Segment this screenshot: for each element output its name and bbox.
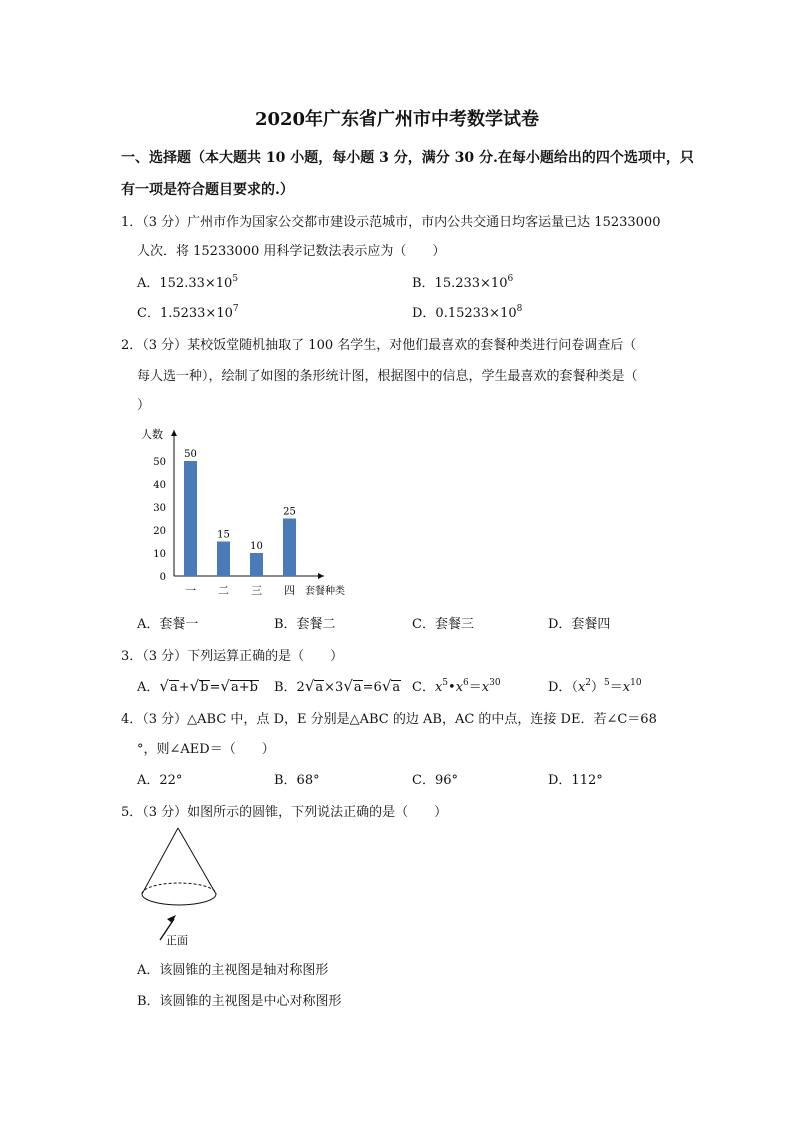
y-axis-arrow-icon (171, 430, 177, 436)
bar-data-label: 50 (184, 449, 197, 460)
x-axis-label: 套餐种类 (305, 586, 345, 597)
x-tick-label: 一 (185, 584, 196, 597)
cone-base-front (142, 894, 216, 905)
q4-option-d[interactable]: D．112° (548, 773, 603, 788)
q2-stem-line3: ） (137, 398, 151, 413)
q4-option-a[interactable]: A．22° (137, 773, 183, 788)
cone-figure (136, 822, 236, 950)
q5-stem: 5．（3 分）如图所示的圆锥，下列说法正确的是（ ） (121, 805, 448, 820)
cone-right-edge (178, 828, 216, 894)
section-heading-line2: 有一项是符合题目要求的.） (121, 182, 294, 198)
bar-data-label: 10 (250, 541, 263, 552)
x-tick-label: 二 (218, 584, 229, 597)
q3-option-a[interactable]: A．√a+√b=√a+b (137, 677, 258, 695)
x-tick-label: 三 (251, 584, 262, 597)
bar (283, 519, 296, 577)
sqrt-icon: √ (343, 677, 353, 695)
x-axis-arrow-icon (318, 573, 324, 579)
x-tick-label: 四 (284, 584, 295, 597)
sqrt-icon: √ (304, 677, 315, 695)
sqrt-icon: √ (381, 677, 392, 695)
y-tick-label: 40 (153, 480, 166, 491)
q1-option-d[interactable]: D．$0.15233\times 10^8$ (412, 304, 523, 321)
q4-stem-line1: 4．（3 分）△ABC 中，点 D，E 分别是△ABC 的边 AB，AC 的中点，连接 DE．若∠C＝68 (121, 712, 657, 727)
q2-option-c[interactable]: C．套餐三 (412, 617, 474, 632)
q2-option-a[interactable]: A．套餐一 (137, 617, 199, 632)
q3-option-c[interactable]: C．$x^5•x^6=x^{30}$ (412, 678, 501, 695)
y-tick-label: 10 (153, 549, 166, 560)
bar-data-label: 15 (217, 529, 230, 541)
bar (250, 553, 263, 576)
q2-option-d[interactable]: D．套餐四 (548, 617, 611, 632)
arrow-icon (167, 915, 176, 923)
page-title: 2020年广东省广州市中考数学试卷 (254, 109, 540, 130)
bar (217, 542, 230, 577)
q5-option-b[interactable]: B．该圆锥的主视图是中心对称图形 (137, 994, 342, 1009)
q1-option-c[interactable]: C．$1.5233\times 10^7$ (137, 304, 239, 321)
y-axis-label: 人数 (141, 428, 163, 441)
q3-option-b[interactable]: B．2√a×3√a=6√a (274, 677, 401, 695)
q1-option-b[interactable]: B．$15.233\times 10^6$ (412, 274, 514, 291)
y-tick-label: 50 (153, 457, 166, 468)
y-tick-label: 0 (159, 572, 166, 583)
y-tick-label: 30 (153, 503, 166, 514)
cone-front-label: 正面 (166, 934, 188, 947)
q4-stem-line2: °，则∠AED＝（ ） (137, 742, 275, 757)
section-heading-line1: 一、选择题（本大题共 10 小题，每小题 3 分，满分 30 分.在每小题给出的四个选项中，只 (121, 150, 694, 166)
bar (184, 461, 197, 576)
q4-option-b[interactable]: B．68° (274, 773, 320, 788)
sqrt-icon: √ (159, 677, 169, 695)
q4-option-c[interactable]: C．96° (412, 773, 458, 788)
q3-stem: 3．（3 分）下列运算正确的是（ ） (121, 649, 344, 664)
sqrt-icon: √ (220, 677, 230, 695)
q3-option-d[interactable]: D．$(x^2)^5=x^{10}$ (548, 678, 642, 695)
cone-base-back (142, 883, 216, 894)
q1-stem-line2: 人次．将 15233000 用科学记数法表示应为（ ） (137, 244, 446, 259)
q2-stem-line2: 每人选一种），绘制了如图的条形统计图，根据图中的信息，学生最喜欢的套餐种类是（ (137, 369, 638, 384)
q2-stem-line1: 2．（3 分）某校饭堂随机抽取了 100 名学生，对他们最喜欢的套餐种类进行问卷调查后（ (121, 338, 637, 353)
q2-option-b[interactable]: B．套餐二 (274, 617, 336, 632)
q5-option-a[interactable]: A．该圆锥的主视图是轴对称图形 (137, 963, 329, 978)
bar-chart (130, 420, 370, 605)
y-tick-label: 20 (153, 526, 166, 537)
sqrt-icon: √ (189, 677, 200, 695)
q1-option-a[interactable]: A．$152.33\times 10^5$ (137, 274, 239, 291)
q1-stem-line1: 1．（3 分）广州市作为国家公交都市建设示范城市，市内公共交通日均客运量已达 15233000 (121, 215, 661, 230)
bar-data-label: 25 (283, 506, 296, 518)
